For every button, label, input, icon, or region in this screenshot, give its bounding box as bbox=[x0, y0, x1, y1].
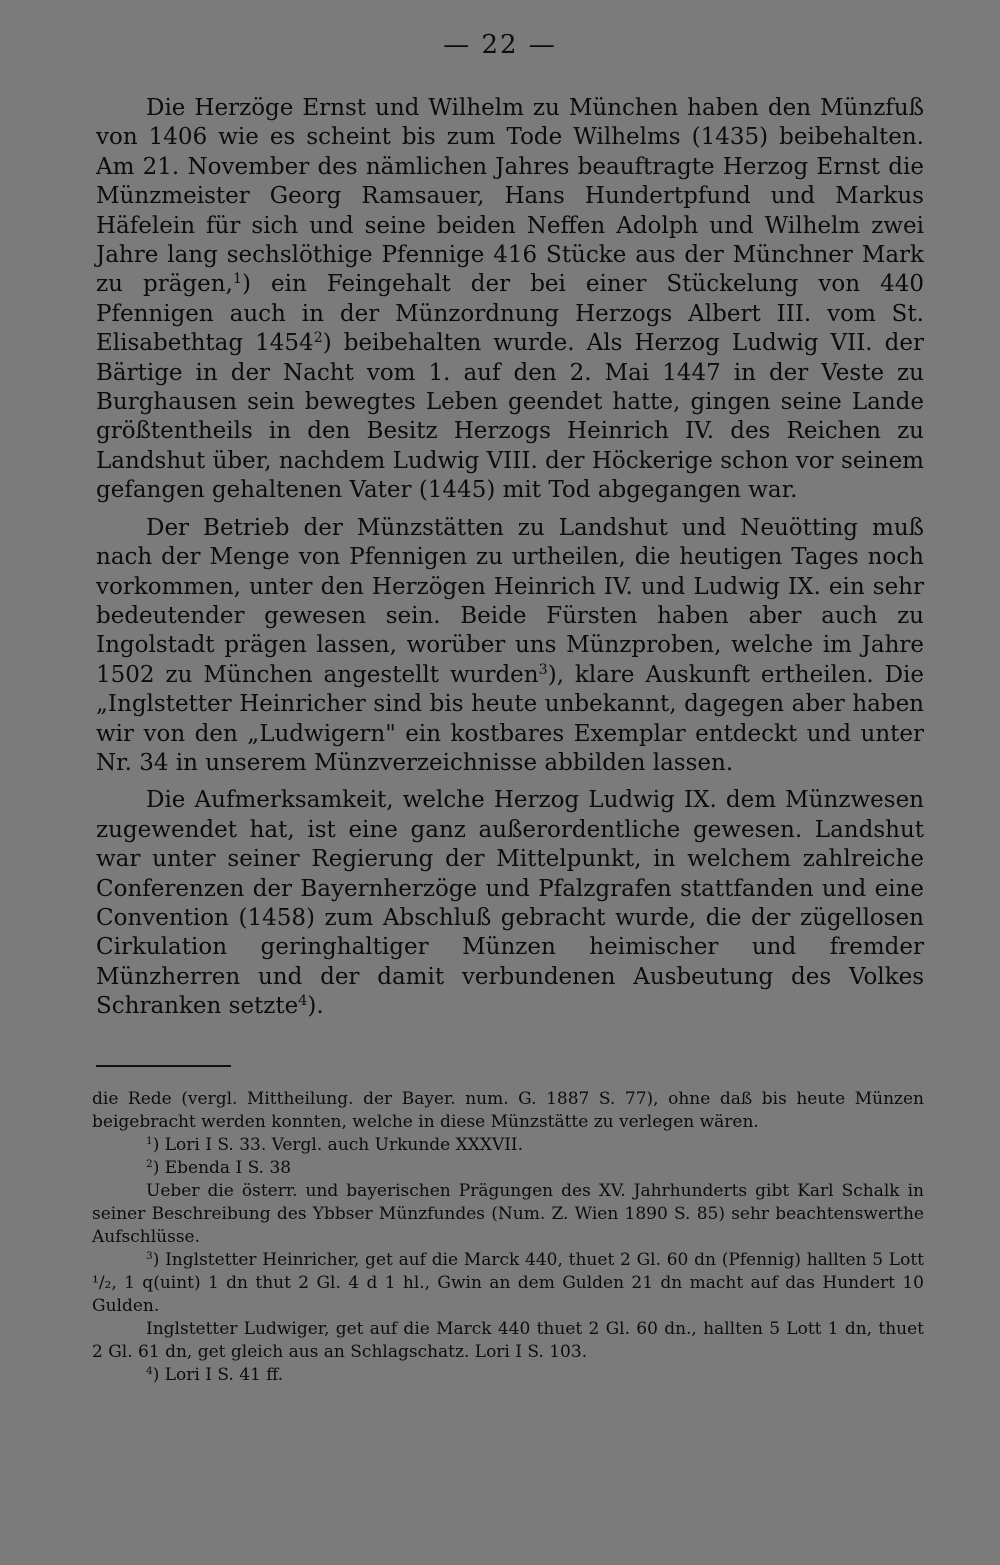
footnotes bbox=[92, 1088, 924, 1387]
footnote-3b: Inglstetter Ludwiger, get auf die Marck 440 thuet 2 Gl. 60 dn., hallten 5 Lott 1 dn, thuet 2 Gl. 61 dn, get gleich aus an Schlagschatz. Lori I S. 103. bbox=[92, 1319, 924, 1362]
paragraph-1-text: Die Herzöge Ernst und Wilhelm zu München haben den Münzfuß von 1406 wie es scheint bis zum Tode Wilhelms (1435) beibehalten. Am 21. November des nämlichen Jahres beauftragte Herzog Ernst die Münzmeister Georg Ramsauer, Hans Hundertpfund und Markus Häfelein für sich und seine beiden Neffen Adolph und Wilhelm zwei Jahre lang sechslöthige Pfennige 416 Stücke aus der Münchner Mark zu prägen, bbox=[96, 95, 924, 298]
footnote-3-marker: 3 bbox=[146, 1250, 153, 1263]
paragraph-3-text: Die Aufmerksamkeit, welche Herzog Ludwig IX. dem Münzwesen zugewendet hat, ist eine ganz außerordentliche gewesen. Landshut war unter seiner Regierung der Mittelpunkt, in welchem zahlreiche Conferenzen der Bayernherzöge und Pfalzgrafen stattfanden und eine Convention (1458) zum Abschluß gebracht wurde, die der zügellosen Cirkulation geringhaltiger Münzen heimischer und fremder Münzherren und der damit verbundenen Ausbeutung des Volkes Schranken setzte bbox=[96, 787, 924, 1020]
footnote-3a-rest: , 1 q(uint) 1 dn thut 2 Gl. 4 d 1 hl., Gwin an dem Gulden 21 dn macht auf das Hundert 10 Gulden. bbox=[92, 1273, 924, 1316]
paragraph-2 bbox=[96, 514, 924, 779]
footnote-carryover: die Rede (vergl. Mittheilung. der Bayer. num. G. 1887 S. 77), ohne daß bis heute Münzen beigebracht werden konnten, welche in diese Münzstätte zu verlegen wären. bbox=[92, 1089, 924, 1132]
footnote-3a-text: Inglstetter Heinricher, get auf die Marck 440, thuet 2 Gl. 60 dn (Pfennig) hallten 5 Lott bbox=[165, 1250, 924, 1270]
paragraph-2-text: Der Betrieb der Münzstätten zu Landshut und Neuötting muß nach der Menge von Pfennigen zu urtheilen, die heutigen Tages noch vorkommen, unter den Herzögen Heinrich IV. und Ludwig IX. ein sehr bedeutender gewesen sein. Beide Fürsten haben aber auch zu Ingolstadt prägen lassen, worüber uns Münzproben, welche im Jahre 1502 zu München angestellt wurden bbox=[96, 514, 924, 688]
footnote-2: $^2$) Ebenda I S. 38 bbox=[146, 1158, 292, 1178]
footnote-marker-2: 2 bbox=[313, 330, 323, 347]
footnote-1-text: Lori I S. 33. Vergl. auch Urkunde XXXVII. bbox=[164, 1135, 524, 1155]
paragraph-2-end: ), klare Auskunft ertheilen. Die „Inglstetter Heinricher sind bis heute unbekannt, dagegen aber haben wir von den „Ludwigern" ein kostbares Exemplar entdeckt und unter Nr. 34 in unserem Münzverzeichnisse abbilden lassen. bbox=[96, 661, 924, 776]
footnote-marker-1: 1 bbox=[232, 271, 242, 288]
footnote-4: $^4$) Lori I S. 41 ff. bbox=[146, 1365, 284, 1385]
footnote-1-marker: 1 bbox=[146, 1135, 153, 1148]
paragraph-3-end: ). bbox=[307, 993, 324, 1020]
page-number: — 22 — bbox=[443, 30, 557, 60]
footnote-2-text: Ebenda I S. 38 bbox=[164, 1158, 292, 1178]
footnote-marker-4: 4 bbox=[298, 993, 308, 1010]
footnote-marker-3: 3 bbox=[538, 661, 548, 678]
main-text bbox=[96, 94, 924, 1022]
footnote-4-marker: 4 bbox=[146, 1365, 153, 1378]
footnote-3a-fraction: ¹/₂ bbox=[92, 1273, 112, 1293]
paragraph-1-continuation: ) ein Feingehalt der bei einer Stückelung von 440 Pfennigen auch in der Münzordnung Herzogs Albert III. vom St. Elisabethtag 1454 bbox=[96, 271, 924, 357]
paragraph-1 bbox=[96, 94, 924, 506]
footnote-3a: $^3$) Inglstetter Heinricher, get auf die Marck 440, thuet 2 Gl. 60 dn (Pfennig) hallten 5 Lott ¹/₂, 1 q(uint) 1 dn thut 2 Gl. 4 d 1 hl., Gwin an dem Gulden 21 dn macht auf das Hundert 10 Gulden. bbox=[92, 1250, 924, 1316]
footnote-separator bbox=[96, 1065, 231, 1067]
footnote-2-extra: Ueber die österr. und bayerischen Prägungen des XV. Jahrhunderts gibt Karl Schalk in seiner Beschreibung des Ybbser Münzfundes (Num. Z. Wien 1890 S. 85) sehr beachtenswerthe Aufschlüsse. bbox=[92, 1181, 924, 1247]
footnote-1: $^1$) Lori I S. 33. Vergl. auch Urkunde XXXVII. bbox=[146, 1135, 524, 1155]
footnote-2-marker: 2 bbox=[146, 1158, 153, 1171]
footnote-4-text: Lori I S. 41 ff. bbox=[164, 1365, 284, 1385]
paragraph-3 bbox=[96, 786, 924, 1021]
paragraph-1-end: ) beibehalten wurde. Als Herzog Ludwig VII. der Bärtige in der Nacht vom 1. auf den 2. Mai 1447 in der Veste zu Burghausen sein bewegtes Leben geendet hatte, gingen seine Lande größtentheils in den Besitz Herzogs Heinrich IV. des Reichen zu Landshut über, nachdem Ludwig VIII. der Höckerige schon vor seinem gefangen gehaltenen Vater (1445) mit Tod abgegangen war. bbox=[96, 330, 924, 504]
